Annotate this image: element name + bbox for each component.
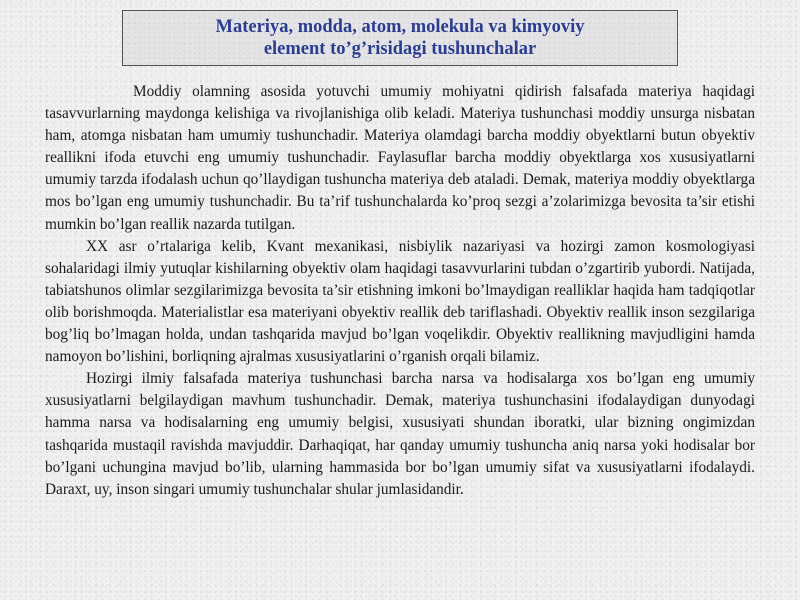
paragraph-2: XX asr o’rtalariga kelib, Kvant mexanikasi, nisbiylik nazariyasi va hozirgi zamon kosmologiyasi sohalaridagi ilmiy yutuqlar kishilarning obyektiv olam haqidagi tasavvurlarini tubdan o’zgartirib yubordi. Natijada, tabiatshunos olimlar sezgilarimizga bevosita ta’sir etishning imkoni bo’lmaydigan realliklar haqida ham tadqiqotlar olib borishmoqda. Materialistlar esa materiyani obyektiv reallik deb tariflashadi. Obyektiv reallik inson sezgilariga bog’liq bo’lmagan holda, undan tashqarida mavjud bo’lgan voqelikdir. Obyektiv reallikning mavjudligini hamda namoyon bo’lishini, borliqning ajralmas xususiyatlarini o’rganish orqali bilamiz. (45, 237, 755, 366)
paragraph-3: Hozirgi ilmiy falsafada materiya tushunchasi barcha narsa va hodisalarga xos bo’lgan eng umumiy xususiyatlarni belgilaydigan mavhum tushunchadir. Demak, materiya tushunchasini ifodalaydigan dunyodagi hamma narsa va hodisalarning eng umumiy belgisi, xususiyati shundan iboratki, ular bizning ongimizdan tashqarida mustaqil ravishda mavjuddir. Darhaqiqat, har qanday umumiy tushuncha aniq narsa yoki hodisalar bor bo’lgani uchungina mavjud bo’lib, ularning hammasida bor bo’lgan umumiy sifat va xususiyatlarni ifodalaydi. Daraxt, uy, inson singari umumiy tushunchalar shular jumlasidandir. (45, 370, 755, 498)
title-box (122, 10, 678, 66)
page-title-line-1: Materiya, modda, atom, molekula va kimyoviy (215, 17, 585, 37)
body-text (45, 81, 755, 501)
paragraph-1: Moddiy olamning asosida yotuvchi umumiy mohiyatni qidirish falsafada materiya haqidagi tasavvurlarning maydonga kelishiga va rivojlanishiga olib keladi. Materiya tushunchasi moddiy unsurga nisbatan ham, atomga nisbatan ham umumiy tushunchadir. Materiya olamdagi barcha moddiy obyektlarni butun obyektiv reallikni ifoda etuvchi eng umumiy tushunchadir. Faylasuflar barcha moddiy obyektlarga xos xususiyatlarni umumiy tarzda ifodalash uchun qo’llaydigan tushuncha materiya deb ataladi. Demak, materiya moddiy obyektlarga mos bo’lgan eng umumiy tushunchadir. Bu ta’rif tushunchalarda ko’proq sezgi a’zolarimizga bevosita ta’sir etishi mumkin bo’lgan reallik nazarda tutilgan. (45, 83, 755, 233)
page-title-line-2: element to’g’risidagi tushunchalar (263, 39, 537, 59)
